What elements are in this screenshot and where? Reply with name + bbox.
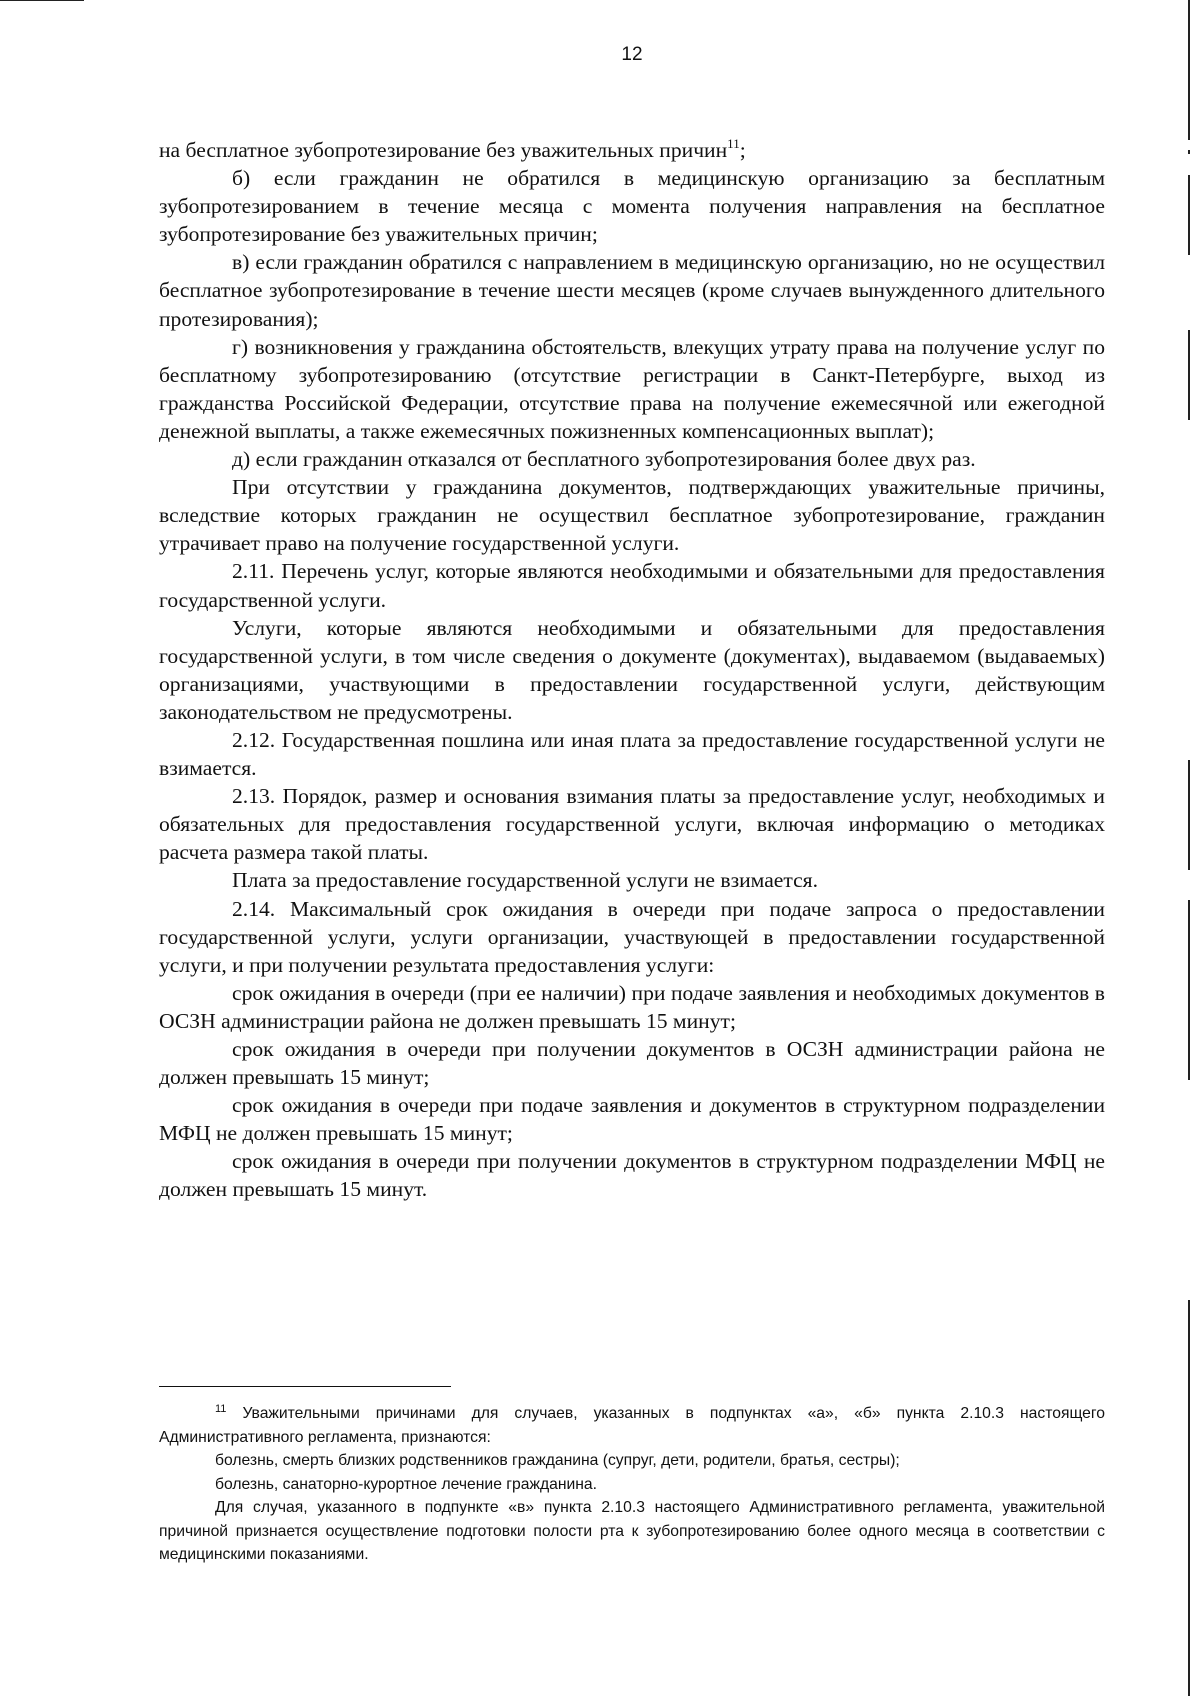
paragraph: срок ожидания в очереди при получении документов в ОСЗН администрации района не должен превышать 15 минут; xyxy=(159,1037,1105,1090)
paragraph: б) если гражданин не обратился в медицинскую организацию за бесплатным зубопротезированием в течение месяца с момента получения направления на бесплатное зубопротезирование без уважительных причин; xyxy=(159,166,1105,247)
paragraph: При отсутствии у гражданина документов, подтверждающих уважительные причины, вследствие которых гражданин не осуществил бесплатное зубопротезирование, гражданин утрачивает право на получение государственной услуги. xyxy=(159,475,1105,556)
paragraph: срок ожидания в очереди при получении документов в структурном подразделении МФЦ не должен превышать 15 минут. xyxy=(159,1149,1105,1202)
footnote-paragraph xyxy=(159,1402,1105,1449)
footnote-reference[interactable]: 11 xyxy=(727,136,740,151)
paragraph: Плата за предоставление государственной услуги не взимается. xyxy=(232,868,818,893)
section-heading-2-11: 2.11. Перечень услуг, которые являются необходимыми и обязательными для предоставления государственной услуги. xyxy=(159,559,1105,612)
paragraph: д) если гражданин отказался от бесплатного зубопротезирования более двух раз. xyxy=(232,447,976,472)
footnote-paragraph: болезнь, санаторно-курортное лечение гражданина. xyxy=(215,1475,597,1493)
footnote-paragraph: Для случая, указанного в подпункте «в» пункта 2.10.3 настоящего Административного регламента, уважительной причиной признается осуществление подготовки полости рта к зубопротезированию более одного месяца в соответствии с медицинскими показаниями. xyxy=(159,1499,1105,1563)
page-number: 12 xyxy=(621,44,643,65)
section-heading-2-14: 2.14. Максимальный срок ожидания в очереди при подаче запроса о предоставлении государственной услуги, услуги организации, участвующей в предоставлении государственной услуги, и при получении результата предоставления услуги: xyxy=(159,896,1105,977)
main-text xyxy=(159,136,1105,1204)
paragraph: в) если гражданин обратился с направлением в медицинскую организацию, но не осуществил бесплатное зубопротезирование в течение шести месяцев (кроме случаев вынужденного длительного протезирования); xyxy=(159,250,1105,331)
paragraph: г) возникновения у гражданина обстоятельств, влекущих утрату права на получение услуг по бесплатному зубопротезированию (отсутствие регистрации в Санкт-Петербурге, выход из гражданства Российской Федерации, отсутствие права на получение ежемесячной или ежегодной денежной выплаты, а также ежемесячных пожизненных компенсационных выплат); xyxy=(159,334,1105,443)
footnote-text: Уважительными причинами для случаев, указанных в подпунктах «а», «б» пункта 2.10.3 настоящего Административного регламента, признаются: xyxy=(159,1405,1106,1446)
scan-edge-marks xyxy=(1188,0,1190,1696)
paragraph: срок ожидания в очереди при подаче заявления и документов в структурном подразделении МФЦ не должен превышать 15 минут; xyxy=(159,1093,1105,1146)
section-heading-2-13: 2.13. Порядок, размер и основания взимания платы за предоставление услуг, необходимых и обязательных для предоставления государственной услуги, включая информацию о методиках расчета размера такой платы. xyxy=(159,784,1105,865)
paragraph: Услуги, которые являются необходимыми и обязательными для предоставления государственной услуги, в том числе сведения о документе (документах), выдаваемом (выдаваемых) организациями, участвующими в предоставлении государственной услуги, действующим законодательством не предусмотрены. xyxy=(159,615,1105,724)
footnote-number: 11 xyxy=(215,1403,227,1415)
footnote xyxy=(159,1402,1105,1567)
footnote-paragraph: болезнь, смерть близких родственников гражданина (супруг, дети, родители, братья, сестры); xyxy=(215,1452,900,1469)
footnote-separator xyxy=(159,1386,451,1387)
section-heading-2-12: 2.12. Государственная пошлина или иная плата за предоставление государственной услуги не взимается. xyxy=(159,727,1105,781)
paragraph xyxy=(159,136,1105,164)
scan-top-rule xyxy=(0,0,84,1)
paragraph-end: ; xyxy=(739,138,746,162)
paragraph: срок ожидания в очереди (при ее наличии) при подаче заявления и необходимых документов в ОСЗН администрации района не должен превышать 15 минут; xyxy=(159,980,1105,1033)
paragraph-text: на бесплатное зубопротезирование без уважительных причин xyxy=(159,138,728,162)
